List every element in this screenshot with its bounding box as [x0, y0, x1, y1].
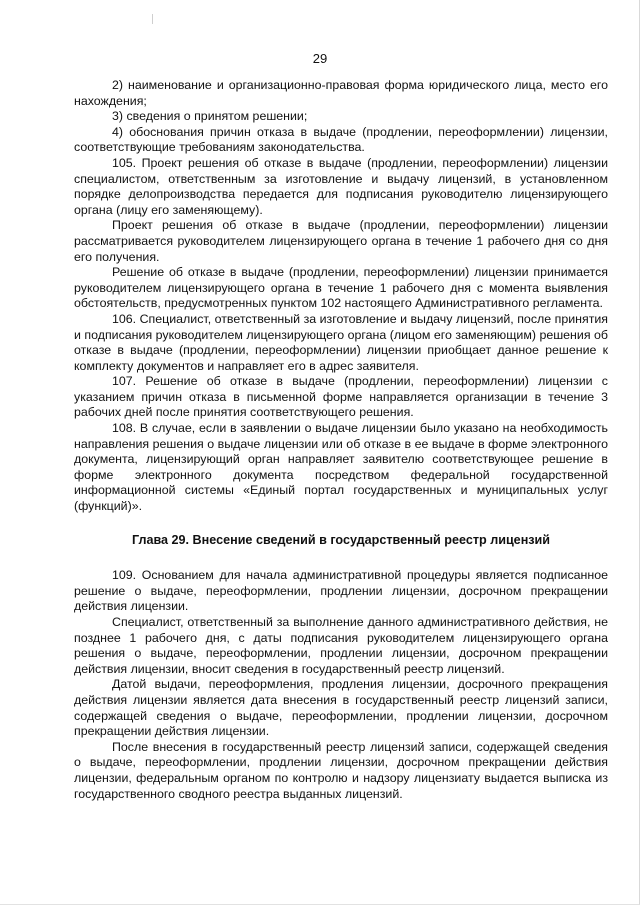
- paragraph: Датой выдачи, переоформления, продления лицензии, досрочного прекращения действия лицензии является дата внесения в государственный реестр лицензий записи, содержащей сведения о выдаче, переоформлении, продлении лицензии, досрочном прекращении действия лицензии.: [74, 677, 608, 739]
- paragraph-109: 109. Основанием для начала административной процедуры является подписанное решение о выдаче, переоформлении, продлении лицензии, досрочном прекращении действия лицензии.: [74, 568, 608, 614]
- paragraph-106: 106. Специалист, ответственный за изготовление и выдачу лицензий, после принятия и подписания руководителем лицензирующего органа (лицом его заменяющим) решения об отказе в выдаче (продлении, переоформлении) лицензии приобщает данное решение к комплекту документов и направляет его в адрес заявителя.: [74, 311, 608, 373]
- paragraph-108: 108. В случае, если в заявлении о выдаче лицензии было указано на необходимость направления решения о выдаче лицензии или об отказе в ее выдаче в форме электронного документа, лицензирующий орган направляет заявителю соответствующее решение в форме электронного документа посредством федеральной государственной информационной системы «Единый портал государственных и муниципальных услуг (функций)».: [74, 421, 608, 514]
- page-number: 29: [312, 51, 328, 66]
- paragraph: Проект решения об отказе в выдаче (продлении, переоформлении) лицензии рассматривается руководителем лицензирующего органа в течение 1 рабочего дня со дня его получения.: [74, 218, 608, 264]
- scan-artifact: [152, 14, 153, 24]
- document-body: [74, 78, 608, 802]
- paragraph: Специалист, ответственный за выполнение данного административного действия, не позднее 1 рабочего дня, с даты подписания руководителем лицензирующего органа решения о выдаче, переоформлении, продлении лицензии, досрочном прекращении действия лицензии, вносит сведения в государственный реестр лицензий.: [74, 615, 608, 676]
- paragraph-107: 107. Решение об отказе в выдаче (продлении, переоформлении) лицензии с указанием причин отказа в письменной форме направляется организации в течение 3 рабочих дней после принятия соответствующего решения.: [74, 374, 608, 420]
- list-item: 2) наименование и организационно-правовая форма юридического лица, место его нахождения;: [74, 78, 608, 108]
- paragraph: После внесения в государственный реестр лицензий записи, содержащей сведения о выдаче, переоформлении, продлении лицензии, досрочном прекращении действия лицензии, федеральным органом по контролю и надзору лицензиату выдается выписка из государственного сводного реестра выданных лицензий.: [74, 739, 608, 801]
- paragraph-105: 105. Проект решения об отказе в выдаче (продлении, переоформлении) лицензии специалистом, ответственным за изготовление и выдачу лицензий, в установленном порядке делопроизводства передается для подписания руководителю лицензирующего органа (лицу его заменяющему).: [74, 155, 608, 217]
- list-item: 4) обоснования причин отказа в выдаче (продлении, переоформлении) лицензии, соответствующие требованиям законодательства.: [74, 124, 608, 155]
- chapter-heading: Глава 29. Внесение сведений в государственный реестр лицензий: [131, 532, 551, 547]
- list-item: 3) сведения о принятом решении;: [112, 109, 308, 124]
- paragraph: Решение об отказе в выдаче (продлении, переоформлении) лицензии принимается руководителем лицензирующего органа в течение 1 рабочего дня с момента выявления обстоятельств, предусмотренных пунктом 102 настоящего Административного регламента.: [74, 265, 608, 311]
